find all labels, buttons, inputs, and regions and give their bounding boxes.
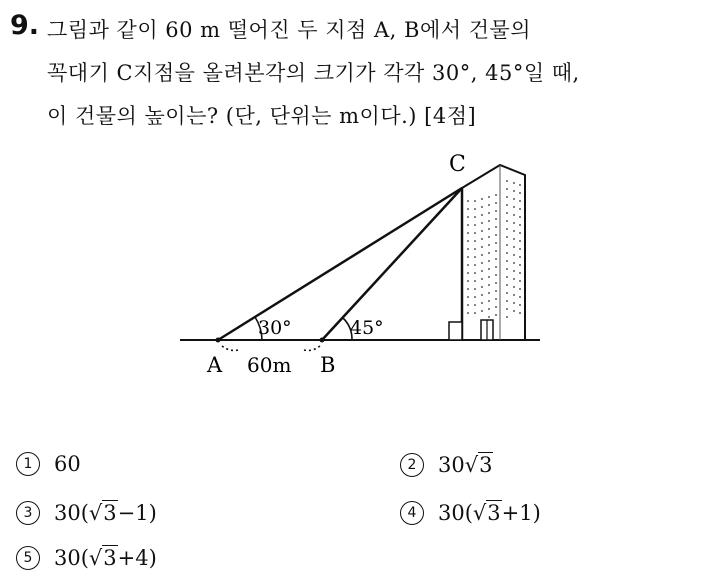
choice-radicand: 3 [103, 501, 117, 525]
choice-4[interactable] [400, 500, 541, 525]
sight-line-from-A [218, 188, 462, 340]
point-label-A: A [207, 353, 223, 377]
choice-radicand: 3 [487, 501, 501, 525]
distance-marker-left [222, 346, 238, 351]
choice-text-prefix: 30(√ [438, 500, 487, 525]
question-text-line-3: 이 건물의 높이는? (단, 단위는 m이다.) [4점] [47, 104, 477, 128]
point-label-B: B [320, 353, 336, 377]
choice-marker: 3 [16, 501, 40, 525]
angle-label-A: 30° [258, 317, 292, 339]
question-text-line-2: 꼭대기 C지점을 올려본각의 크기가 각각 30°, 45°일 때, [47, 61, 580, 85]
choice-text-prefix: 30(√ [54, 545, 103, 570]
choice-radicand: 3 [103, 546, 117, 570]
choice-3[interactable] [16, 500, 157, 525]
choice-text-suffix: +1) [501, 500, 541, 525]
choice-marker: 4 [400, 501, 424, 525]
choice-text-prefix: 30√ [438, 452, 479, 477]
choice-5[interactable] [16, 545, 157, 570]
building-door-left [449, 322, 462, 340]
choice-2[interactable] [400, 452, 493, 477]
choice-text-suffix: +4) [117, 545, 157, 570]
choice-text: 60 [54, 452, 81, 476]
distance-marker-right [304, 346, 320, 351]
choice-radicand: 3 [479, 453, 493, 477]
choice-1[interactable] [16, 452, 81, 476]
choice-marker: 1 [16, 452, 40, 476]
building [462, 165, 525, 340]
choice-marker: 2 [400, 453, 424, 477]
sight-line-from-B [322, 188, 462, 340]
distance-label: 60m [247, 353, 292, 377]
question-number: 9. [10, 10, 40, 41]
choice-text-prefix: 30(√ [54, 500, 103, 525]
choice-marker: 5 [16, 546, 40, 570]
choice-text-suffix: −1) [117, 500, 157, 525]
point-label-C: C [449, 152, 466, 177]
angle-label-B: 45° [350, 317, 384, 339]
question-text-line-1: 그림과 같이 60 m 떨어진 두 지점 A, B에서 건물의 [47, 18, 532, 42]
